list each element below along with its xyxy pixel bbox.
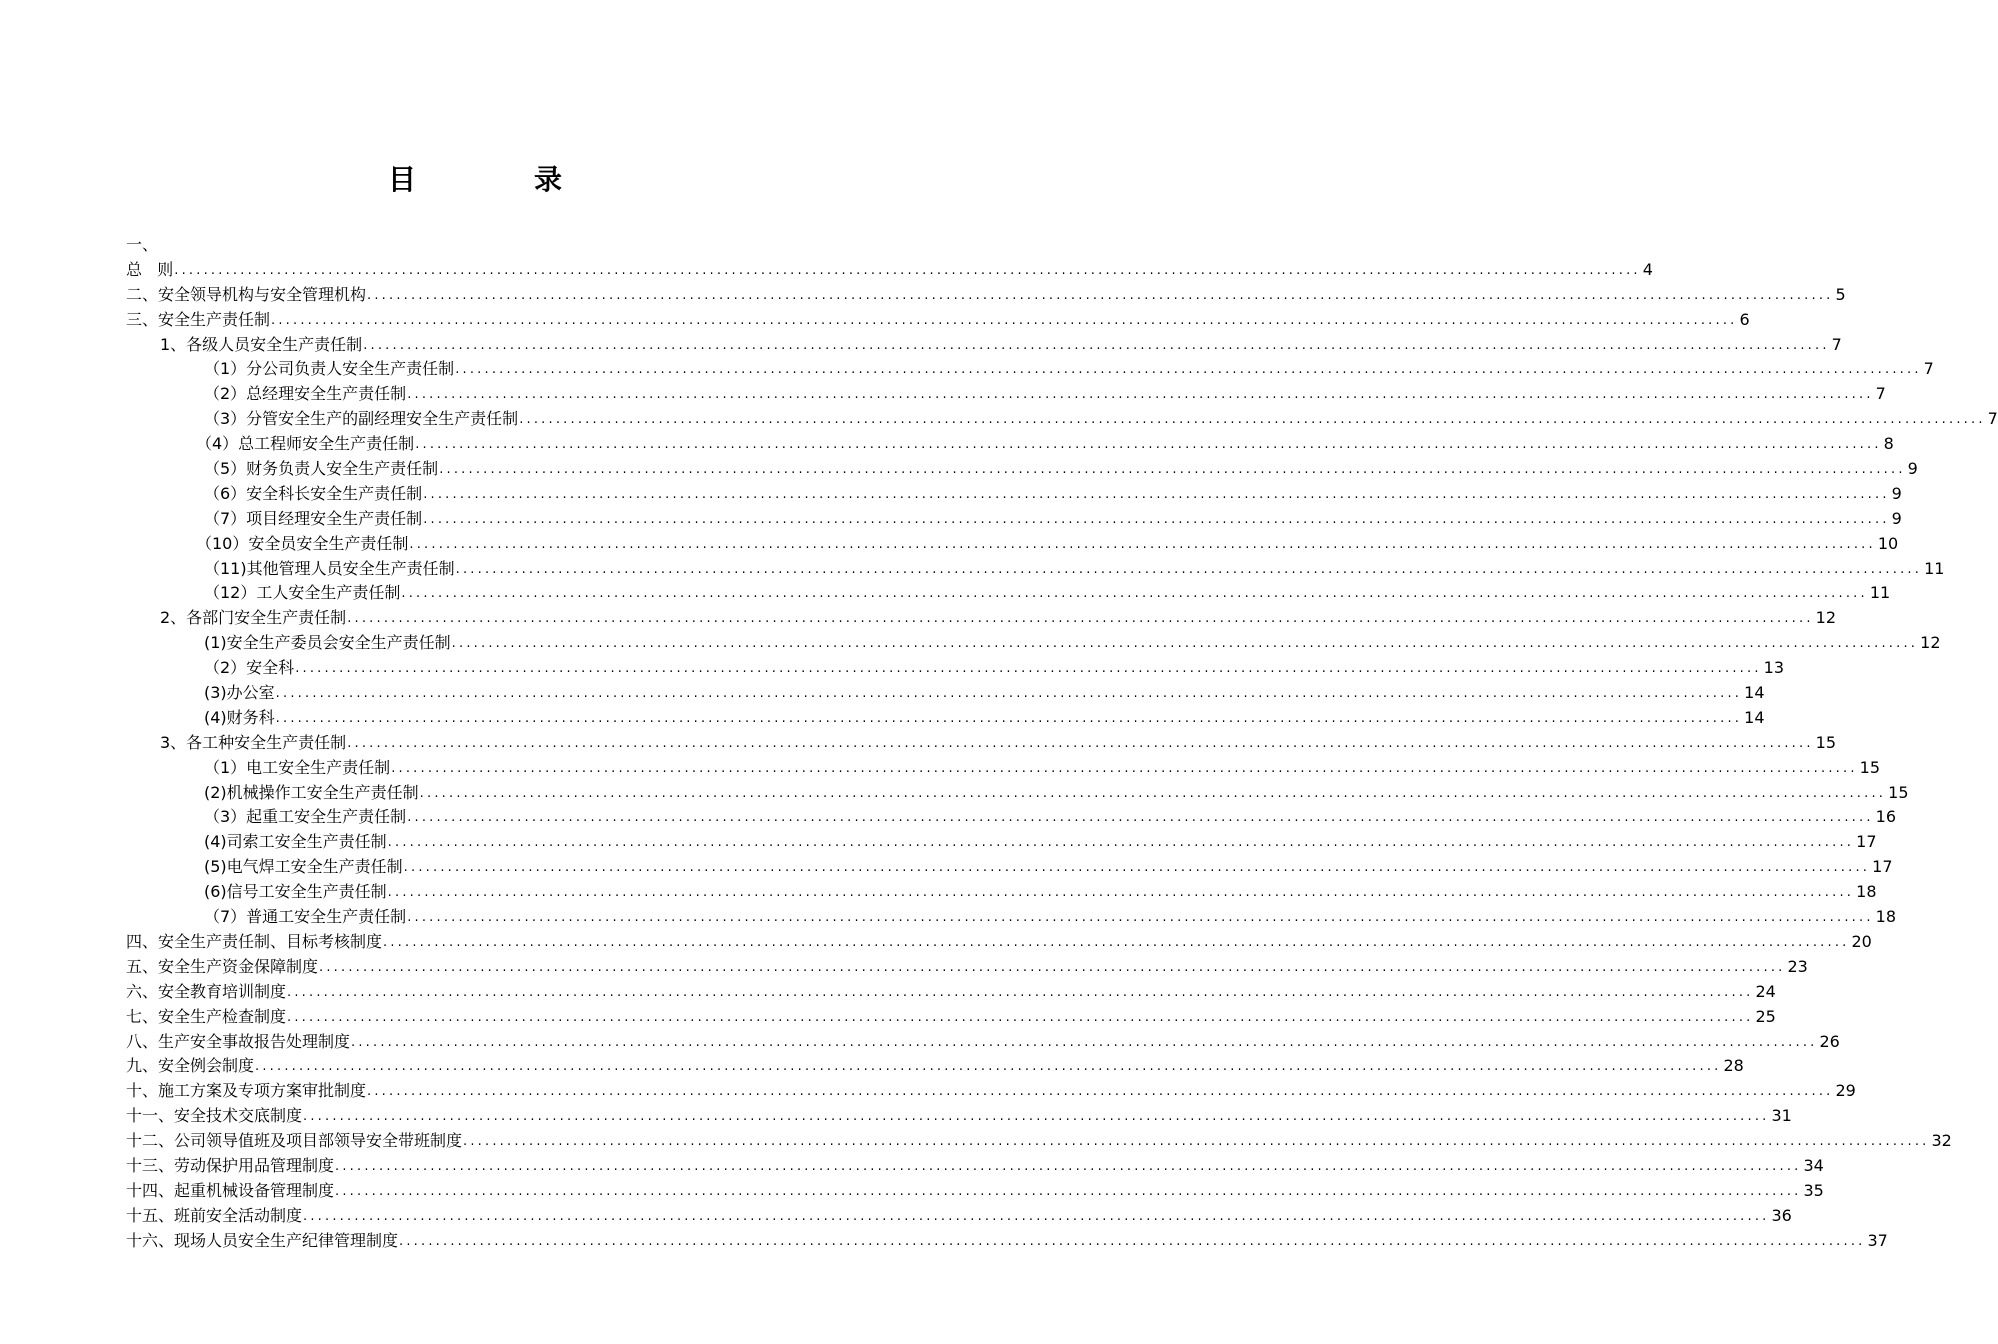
toc-leader-dots: ........................................................................................................................................................................................................ (387, 885, 1855, 901)
toc-leader-dots: ........................................................................................................................................................................................................ (423, 486, 1890, 502)
toc-entry-page: 10 (1877, 533, 1899, 553)
toc-entry-label: (3)办公室 (204, 683, 275, 703)
toc-entry-page: 9 (1907, 459, 1918, 479)
toc-entry-label: （2）总经理安全生产责任制 (204, 384, 407, 404)
toc-entry-label: （7）普通工安全生产责任制 (204, 907, 407, 927)
toc-entry-page: 9 (1891, 508, 1902, 528)
toc-leader-dots: ........................................................................................................................................................................................................ (174, 262, 1641, 278)
toc-entry-label: (4)司索工安全生产责任制 (204, 832, 387, 852)
toc-entry-page: 4 (1642, 259, 1653, 279)
toc-entry-page: 32 (1931, 1131, 1952, 1151)
toc-entry-label: （6）安全科长安全生产责任制 (204, 483, 423, 503)
toc-entry-page: 13 (1763, 658, 1785, 678)
toc-entry-label: 总 则 (126, 259, 174, 279)
toc-leader-dots: ........................................................................................................................................................................................................ (275, 686, 1743, 702)
toc-entry[interactable] (126, 456, 1918, 481)
toc-entry-label: (4)财务科 (204, 707, 275, 727)
toc-leader-dots: ........................................................................................................................................................................................................ (423, 511, 1890, 527)
toc-leader-dots: ........................................................................................................................................................................................................ (415, 437, 1882, 453)
toc-leader-dots: ........................................................................................................................................................................................................ (275, 710, 1743, 726)
toc-entry[interactable] (126, 1228, 1888, 1253)
toc-entry-page: 15 (1859, 757, 1881, 777)
toc-leader-dots: ........................................................................................................................................................................................................ (287, 984, 1754, 1000)
title-char-2: 录 (534, 163, 563, 196)
toc-leader-dots: ........................................................................................................................................................................................................ (351, 1034, 1818, 1050)
page-title (0, 160, 950, 200)
toc-entry[interactable] (126, 581, 1891, 606)
toc-entry[interactable] (126, 655, 1785, 680)
toc-entry[interactable] (126, 282, 1846, 307)
toc-prefix: 一、 (126, 235, 159, 254)
toc-entry-page: 24 (1755, 981, 1776, 1001)
toc-entry-label: 十四、起重机械设备管理制度 (126, 1180, 335, 1200)
toc-leader-dots: ........................................................................................................................................................................................................ (347, 735, 1814, 751)
toc-entry-page: 9 (1891, 483, 1902, 503)
toc-entry-label: （2）安全科 (204, 658, 295, 678)
toc-entry-label: 1、各级人员安全生产责任制 (160, 334, 363, 354)
toc-entry-label: (5)电气焊工安全生产责任制 (204, 857, 403, 877)
toc-entry-page: 11 (1869, 583, 1891, 603)
toc-leader-dots: ........................................................................................................................................................................................................ (347, 611, 1814, 627)
toc-entry-page: 34 (1803, 1155, 1824, 1175)
toc-leader-dots: ........................................................................................................................................................................................................ (363, 337, 1830, 353)
toc-entry[interactable] (126, 1153, 1824, 1178)
toc-entry-page: 11 (1924, 558, 1945, 578)
toc-entry[interactable] (126, 406, 1998, 431)
toc-entry-label: （1）电工安全生产责任制 (204, 757, 391, 777)
toc-entry[interactable] (126, 257, 1653, 282)
toc-leader-dots: ........................................................................................................................................................................................................ (335, 1183, 1802, 1199)
toc-entry-label: 二、安全领导机构与安全管理机构 (126, 284, 367, 304)
toc-leader-dots: ........................................................................................................................................................................................................ (367, 1084, 1834, 1100)
toc-entry[interactable] (126, 1078, 1856, 1103)
toc-entry-label: （5）财务负责人安全生产责任制 (204, 459, 439, 479)
toc-entry-label: （4）总工程师安全生产责任制 (196, 434, 415, 454)
toc-entry-page: 29 (1835, 1081, 1856, 1101)
toc-entry-page: 12 (1815, 608, 1837, 628)
toc-leader-dots: ........................................................................................................................................................................................................ (303, 1109, 1770, 1125)
toc-entry-label: 3、各工种安全生产责任制 (160, 732, 347, 752)
toc-entry[interactable] (126, 630, 1941, 655)
toc-entry-label: 六、安全教育培训制度 (126, 981, 287, 1001)
toc-entry-label: (2)机械操作工安全生产责任制 (204, 782, 419, 802)
toc-entry[interactable] (126, 357, 1934, 382)
toc-leader-dots: ........................................................................................................................................................................................................ (391, 760, 1858, 776)
toc-entry-page: 31 (1771, 1106, 1792, 1126)
toc-entry-page: 8 (1883, 434, 1894, 454)
toc-entry[interactable] (126, 730, 1837, 755)
toc-entry-label: 十六、现场人员安全生产纪律管理制度 (126, 1230, 399, 1250)
toc-entry[interactable] (126, 755, 1881, 780)
toc-entry[interactable] (126, 879, 1877, 904)
toc-leader-dots: ........................................................................................................................................................................................................ (255, 1059, 1722, 1075)
toc-leader-dots: ........................................................................................................................................................................................................ (335, 1158, 1802, 1174)
toc-entry-label: （3）起重工安全生产责任制 (204, 807, 407, 827)
table-of-contents (126, 233, 1998, 1253)
toc-entry-page: 7 (1875, 384, 1886, 404)
toc-entry-page: 37 (1867, 1230, 1888, 1250)
toc-leader-dots: ........................................................................................................................................................................................................ (407, 810, 1874, 826)
toc-entry-label: （7）项目经理安全生产责任制 (204, 508, 423, 528)
toc-leader-dots: ........................................................................................................................................................................................................ (271, 312, 1738, 328)
toc-entry-label: 2、各部门安全生产责任制 (160, 608, 347, 628)
toc-entry-page: 15 (1888, 782, 1909, 802)
toc-entry-label: （12）工人安全生产责任制 (204, 583, 401, 603)
toc-entry[interactable] (126, 1128, 1952, 1153)
toc-entry[interactable] (126, 954, 1808, 979)
toc-entry[interactable] (126, 332, 1842, 357)
toc-leader-dots: ........................................................................................................................................................................................................ (367, 287, 1834, 303)
toc-leader-dots: ........................................................................................................................................................................................................ (455, 362, 1922, 378)
toc-entry-label: 九、安全例会制度 (126, 1056, 255, 1076)
toc-entry[interactable] (126, 1203, 1792, 1228)
toc-entry[interactable] (126, 829, 1877, 854)
toc-entry[interactable] (126, 904, 1897, 929)
toc-leader-dots: ........................................................................................................................................................................................................ (399, 1233, 1866, 1249)
toc-leader-dots: ........................................................................................................................................................................................................ (403, 860, 1871, 876)
toc-entry-page: 5 (1835, 284, 1846, 304)
toc-entry[interactable] (126, 381, 1886, 406)
toc-entry-label: 十五、班前安全活动制度 (126, 1205, 303, 1225)
toc-entry-page: 17 (1856, 832, 1877, 852)
toc-entry-label: 五、安全生产资金保障制度 (126, 956, 319, 976)
toc-entry-page: 26 (1819, 1031, 1840, 1051)
title-char-1: 目 (387, 163, 416, 196)
toc-entry-page: 12 (1920, 633, 1941, 653)
toc-entry[interactable] (126, 805, 1897, 830)
toc-entry-label: （3）分管安全生产的副经理安全生产责任制 (204, 409, 519, 429)
toc-entry-page: 15 (1815, 732, 1837, 752)
toc-entry[interactable] (126, 1029, 1840, 1054)
toc-entry-page: 18 (1856, 882, 1877, 902)
toc-leader-dots: ........................................................................................................................................................................................................ (419, 785, 1887, 801)
toc-entry-page: 28 (1723, 1056, 1744, 1076)
toc-entry[interactable] (126, 929, 1872, 954)
toc-entry[interactable] (126, 680, 1765, 705)
toc-entry[interactable] (126, 854, 1893, 879)
toc-entry-label: 四、安全生产责任制、目标考核制度 (126, 931, 383, 951)
toc-entry-label: 七、安全生产检查制度 (126, 1006, 287, 1026)
toc-entry[interactable] (126, 556, 1945, 581)
toc-entry-label: 三、安全生产责任制 (126, 309, 271, 329)
toc-leader-dots: ........................................................................................................................................................................................................ (401, 586, 1868, 602)
toc-entry-label: 八、生产安全事故报告处理制度 (126, 1031, 351, 1051)
toc-entry-page: 7 (1831, 334, 1842, 354)
toc-leader-dots: ........................................................................................................................................................................................................ (455, 561, 1923, 577)
toc-entry-label: 十二、公司领导值班及项目部领导安全带班制度 (126, 1131, 463, 1151)
toc-entry-page: 20 (1851, 931, 1872, 951)
toc-leader-dots: ........................................................................................................................................................................................................ (303, 1208, 1770, 1224)
toc-leader-dots: ........................................................................................................................................................................................................ (387, 835, 1855, 851)
toc-entry[interactable] (126, 605, 1837, 630)
toc-entry[interactable] (126, 481, 1902, 506)
toc-entry[interactable] (126, 506, 1902, 531)
toc-entry-page: 36 (1771, 1205, 1792, 1225)
toc-entry-page: 23 (1787, 956, 1808, 976)
toc-entry-page: 6 (1739, 309, 1750, 329)
toc-entry[interactable] (126, 431, 1894, 456)
toc-entry[interactable] (126, 1004, 1776, 1029)
toc-entry-label: （11)其他管理人员安全生产责任制 (204, 558, 455, 578)
toc-entry[interactable] (126, 531, 1899, 556)
toc-entry-page: 18 (1875, 907, 1897, 927)
toc-entry-page: 25 (1755, 1006, 1776, 1026)
toc-entry-page: 35 (1803, 1180, 1824, 1200)
toc-entry[interactable] (126, 780, 1909, 805)
toc-leader-dots: ........................................................................................................................................................................................................ (383, 934, 1850, 950)
toc-leader-dots: ........................................................................................................................................................................................................ (409, 536, 1876, 552)
toc-entry-label: 十一、安全技术交底制度 (126, 1106, 303, 1126)
toc-leader-dots: ........................................................................................................................................................................................................ (407, 387, 1874, 403)
toc-entry-label: (1)安全生产委员会安全生产责任制 (204, 633, 451, 653)
toc-entry-label: 十、施工方案及专项方案审批制度 (126, 1081, 367, 1101)
toc-entry[interactable] (126, 307, 1750, 332)
toc-entry-page: 14 (1744, 683, 1765, 703)
toc-entry-label: (6)信号工安全生产责任制 (204, 882, 387, 902)
toc-entry-page: 7 (1923, 359, 1934, 379)
toc-entry[interactable] (126, 1178, 1824, 1203)
toc-leader-dots: ........................................................................................................................................................................................................ (319, 959, 1786, 975)
toc-entry[interactable] (126, 1054, 1744, 1079)
toc-entry-page: 17 (1872, 857, 1893, 877)
toc-entry-label: （10）安全员安全生产责任制 (196, 533, 409, 553)
toc-leader-dots: ........................................................................................................................................................................................................ (463, 1134, 1930, 1150)
toc-entry-label: （1）分公司负责人安全生产责任制 (204, 359, 455, 379)
toc-entry[interactable] (126, 979, 1776, 1004)
toc-entry-page: 16 (1875, 807, 1897, 827)
toc-leader-dots: ........................................................................................................................................................................................................ (295, 661, 1762, 677)
toc-entry[interactable] (126, 705, 1765, 730)
toc-leader-dots: ........................................................................................................................................................................................................ (451, 636, 1919, 652)
toc-leader-dots: ........................................................................................................................................................................................................ (519, 412, 1986, 428)
toc-entry-label: 十三、劳动保护用品管理制度 (126, 1155, 335, 1175)
toc-entry-page: 7 (1987, 409, 1998, 429)
toc-entry-page: 14 (1744, 707, 1765, 727)
toc-leader-dots: ........................................................................................................................................................................................................ (407, 910, 1874, 926)
toc-leader-dots: ........................................................................................................................................................................................................ (439, 462, 1906, 478)
toc-entry[interactable] (126, 1103, 1792, 1128)
toc-leader-dots: ........................................................................................................................................................................................................ (287, 1009, 1754, 1025)
